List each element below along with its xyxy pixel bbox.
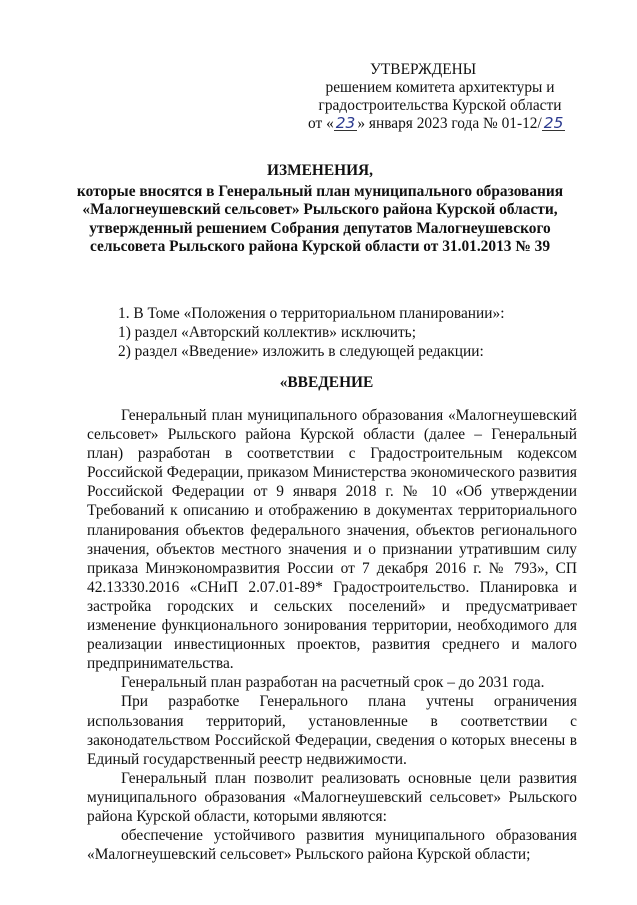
approval-block	[290, 61, 590, 133]
body-text	[87, 406, 577, 864]
paragraph-2: Генеральный план разработан на расчетный срок – до 2031 года.	[121, 674, 545, 692]
approval-heading: УТВЕРЖДЕНЫ	[370, 61, 477, 78]
paragraph-1: Генеральный план муниципального образования «Малогнеушевский сельсовет» Рыльского района Курской области (далее – Генеральный план) разработан в соответствии с Градостроительным кодексом Российской Федерации, приказом Министерства экономического развития Российской Федерации от 9 января 2018 г. № 10 «Об утверждении Требований к описанию и отображению в документах территориального планирования объектов федерального значения, объектов регионального значения, объектов местного значения и о признании утратившим силу приказа Минэкономразвития России от 7 декабря 2016 г. № 793», СП 42.13330.2016 «СНиП 2.07.01-89* Градостроительство. Планировка и застройка городских и сельских поселений» и предусматривает изменение функционального зонирования территории, необходимого для реализации инвестиционных проектов, развития среднего и малого предпринимательства.	[87, 407, 577, 673]
section-heading	[0, 374, 637, 392]
handwritten-number: 25	[543, 114, 564, 132]
paragraph-4: Генеральный план позволит реализовать основные цели развития муниципального образования «Малогнеушевский сельсовет» Рыльского района Курской области, которыми являются:	[87, 769, 577, 825]
approval-line-2: градостроительства Курской области	[318, 97, 562, 114]
list-item-2: 1) раздел «Авторский коллектив» исключить;	[118, 324, 416, 341]
section-heading-text: «ВВЕДЕНИЕ	[279, 374, 374, 391]
approval-date	[308, 115, 590, 133]
approval-line-1: решением комитета архитектуры и	[325, 79, 555, 96]
document-title	[70, 162, 570, 257]
title-subtitle: которые вносятся в Генеральный план муниципального образования «Малогнеушевский сельсовет» Рыльского района Курской области, утвержденный решением Собрания депутатов Малогнеушевского сельсовета Рыльского района Курской области от 31.01.2013 № 39	[76, 182, 564, 255]
list-item-1: 1. В Томе «Положения о территориальном планировании»:	[118, 305, 505, 322]
date-prefix: от «	[308, 115, 334, 132]
handwritten-day: 23	[335, 114, 356, 132]
title-main: ИЗМЕНЕНИЯ,	[266, 162, 374, 179]
paragraph-5: обеспечение устойчивого развития муниципального образования «Малогнеушевский сельсовет» Рыльского района Курской области;	[87, 827, 577, 864]
changes-list	[118, 304, 588, 361]
list-item-3: 2) раздел «Введение» изложить в следующей редакции:	[118, 343, 484, 360]
paragraph-3: При разработке Генерального плана учтены ограничения использования территорий, установленные в соответствии с законодательством Российской Федерации, сведения о которых внесены в Единый государственный реестр недвижимости.	[87, 693, 577, 768]
date-middle: » января 2023 года № 01-12/	[357, 115, 542, 132]
